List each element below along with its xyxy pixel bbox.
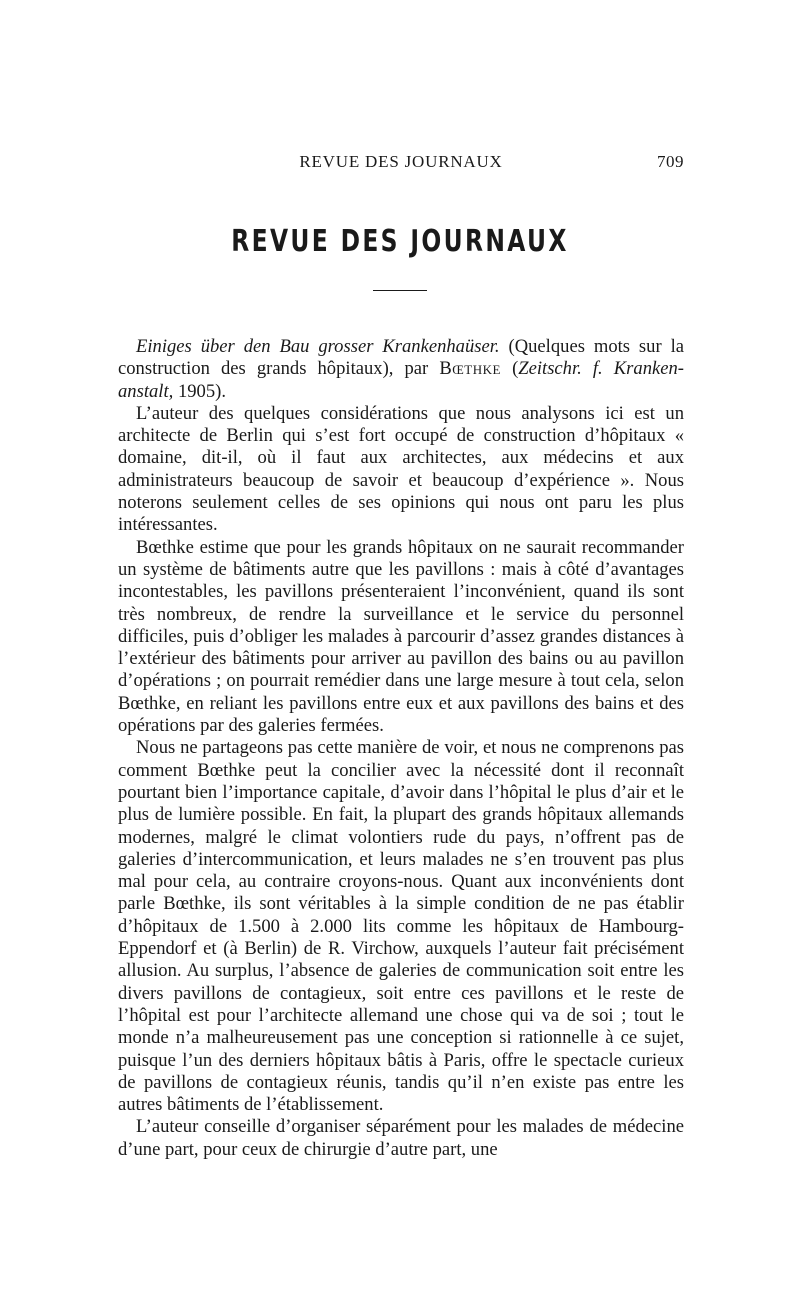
paragraph: L’auteur des quelques considérations que nous analysons ici est un architecte de Berlin qui s’est fort occupé de construction d’hôpitaux « domaine, dit-il, où il faut aux architectes, aux médecins et aux administrateurs beaucoup de savoir et beaucoup d’expérience ». Nous noterons seulement celles de ses opinions qui nous ont paru les plus intéressantes. — [118, 402, 684, 536]
citation-translation: (Quelques mots sur la construction des grands hôpitaux), par — [118, 336, 684, 380]
paragraph: Bœthke estime que pour les grands hôpitaux on ne saurait recommander un système de bâtiments autre que les pavillons : mais à côté d’avantages incontestables, les pavillons présenteraient l’inconvénient, quand ils sont très nombreux, de rendre la surveillance et le service du personnel difficiles, puis d’obliger les malades à parcourir d’assez grandes distances à l’extérieur des bâtiments pour arriver au pavillon des bains ou au pavillon d’opérations ; on pourrait remédier dans une large mesure à tout cela, selon Bœthke, en reliant les pavillons entre eux et aux pavillons des bains et des opérations par des galeries fermées. — [118, 536, 684, 737]
citation-year: 1905 — [177, 380, 216, 402]
citation-author: Bœthke — [439, 358, 501, 380]
title-divider — [373, 290, 427, 291]
paragraph: L’auteur conseille d’organiser séparément pour les malades de médecine d’une part, pour ceux de chirurgie d’autre part, une — [118, 1116, 684, 1160]
paragraph: Nous ne partageons pas cette manière de voir, et nous ne comprenons pas comment Bœthke peut la concilier avec la nécessité dont il reconnaît pourtant bien l’importance capitale, d’avoir dans l’hôpital le plus d’air et le plus de lumière possible. En fait, la plupart des grands hôpitaux allemands modernes, malgré le climat volontiers rude du pays, n’offrent pas de galeries d’intercommunication, et leurs malades ne s’en trouvent pas plus mal pour cela, au contraire croyons-nous. Quant aux inconvénients dont parle Bœthke, ils sont véritables à la simple condition de ne pas établir d’hôpitaux de 1.500 à 2.000 lits comme les hôpitaux de Hambourg-Eppendorf et (à Berlin) de R. Virchow, auxquels l’auteur fait précisément allusion. Au surplus, l’absence de galeries de communication soit entre les divers pavillons de contagieux, soit entre ces pavillons et le reste de l’hôpital est pour l’architecte allemand une chose qui va de soi ; tout le monde n’a malheureusement pas une conception si rationnelle à ce sujet, puisque l’un des derniers hôpitaux bâtis à Paris, offre le spectacle curieux de pavillons de contagieux réunis, tandis qu’il n’en existe pas entre les autres bâtiments de l’établissement. — [118, 737, 684, 1116]
section-title: REVUE DES JOURNAUX — [231, 224, 569, 259]
citation-close: ). — [215, 380, 226, 402]
citation-journal-open: ( — [512, 358, 519, 380]
page-number: 709 — [657, 152, 684, 171]
running-title: REVUE DES JOURNAUX — [299, 152, 503, 171]
citation-journal: Zeitschr. f. Kranken-anstalt, — [118, 358, 685, 402]
running-head — [118, 150, 684, 174]
article-body — [118, 336, 684, 1161]
citation-title: Einiges über den Bau grosser Krankenhaüser. — [136, 336, 500, 357]
citation-paragraph — [118, 336, 684, 403]
